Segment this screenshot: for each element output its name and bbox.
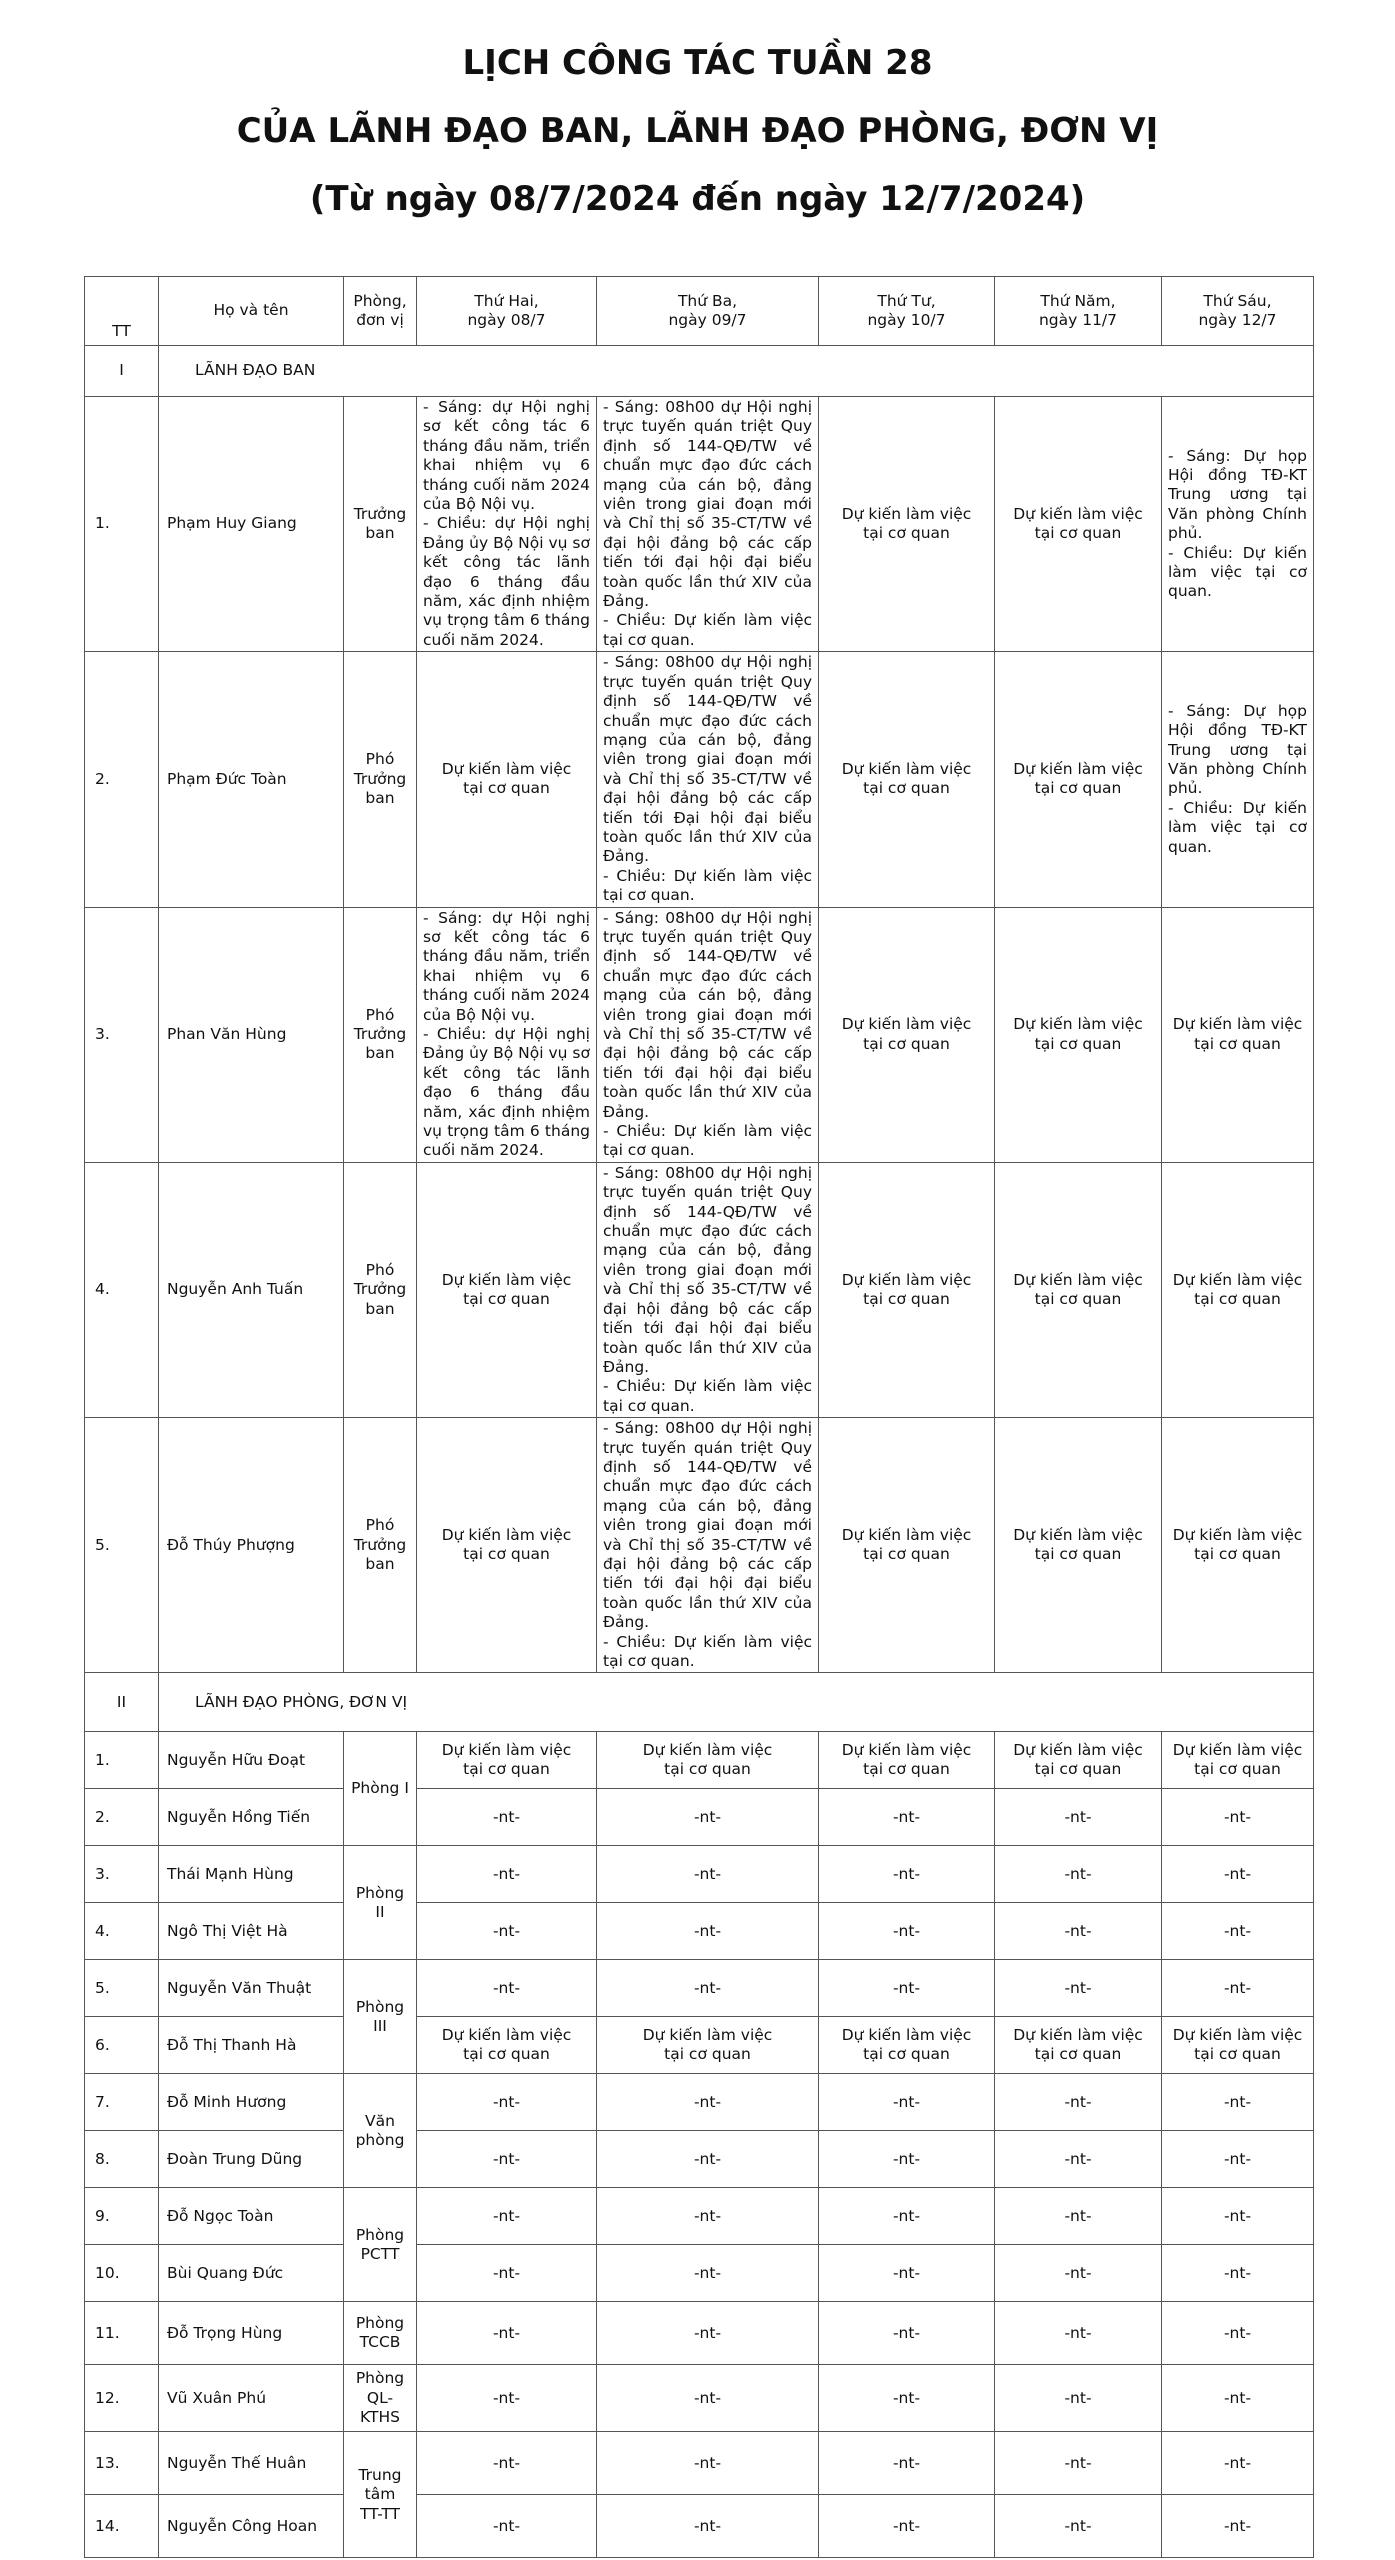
- schedule-thu: Dự kiến làm việc tại cơ quan: [995, 2017, 1162, 2074]
- schedule-tue: -nt-: [597, 1789, 819, 1846]
- schedule-thu: -nt-: [995, 1846, 1162, 1903]
- schedule-mon: -nt-: [417, 2245, 597, 2302]
- schedule-tue: -nt-: [597, 2074, 819, 2131]
- person-position: Phó Trưởng ban: [344, 1418, 417, 1673]
- table-row: [85, 1903, 1314, 1960]
- schedule-thu: Dự kiến làm việc tại cơ quan: [995, 397, 1162, 652]
- schedule-mon: -nt-: [417, 1960, 597, 2017]
- schedule-wed: -nt-: [819, 2131, 995, 2188]
- schedule-tue: - Sáng: 08h00 dự Hội nghị trực tuyến quán triệt Quy định số 144-QĐ/TW về chuẩn mực đạo đức cách mạng của cán bộ, đảng viên trong giai đoạn mới và Chỉ thị số 35-CT/TW về đại hội đảng bộ các cấp tiến tới Đại hội đại biểu toàn quốc lần thứ XIV của Đảng. - Chiều: Dự kiến làm việc tại cơ quan.: [597, 652, 819, 907]
- schedule-wed: Dự kiến làm việc tại cơ quan: [819, 1418, 995, 1673]
- header-wed: Thứ Tư, ngày 10/7: [819, 277, 995, 346]
- schedule-wed: -nt-: [819, 1789, 995, 1846]
- schedule-thu: -nt-: [995, 2131, 1162, 2188]
- row-number: 12.: [85, 2365, 159, 2432]
- section-label: LÃNH ĐẠO BAN: [159, 346, 1314, 397]
- person-name: Đỗ Trọng Hùng: [159, 2302, 344, 2365]
- row-number: 10.: [85, 2245, 159, 2302]
- table-row: [85, 1418, 1314, 1673]
- person-name: Đỗ Minh Hương: [159, 2074, 344, 2131]
- person-name: Nguyễn Anh Tuấn: [159, 1162, 344, 1417]
- schedule-wed: -nt-: [819, 2495, 995, 2558]
- schedule-fri: Dự kiến làm việc tại cơ quan: [1162, 1732, 1314, 1789]
- person-name: Đỗ Thúy Phượng: [159, 1418, 344, 1673]
- schedule-tue: - Sáng: 08h00 dự Hội nghị trực tuyến quán triệt Quy định số 144-QĐ/TW về chuẩn mực đạo đức cách mạng của cán bộ, đảng viên trong giai đoạn mới và Chỉ thị số 35-CT/TW về đại hội đảng bộ các cấp tiến tới đại hội đại biểu toàn quốc lần thứ XIV của Đảng. - Chiều: Dự kiến làm việc tại cơ quan.: [597, 397, 819, 652]
- row-number: 13.: [85, 2432, 159, 2495]
- header-thu: Thứ Năm, ngày 11/7: [995, 277, 1162, 346]
- header-name: Họ và tên: [159, 277, 344, 346]
- section-row: [85, 346, 1314, 397]
- schedule-tue: -nt-: [597, 1846, 819, 1903]
- schedule-wed: -nt-: [819, 2365, 995, 2432]
- row-number: 4.: [85, 1903, 159, 1960]
- schedule-fri: - Sáng: Dự họp Hội đồng TĐ-KT Trung ương tại Văn phòng Chính phủ. - Chiều: Dự kiến làm việc tại cơ quan.: [1162, 652, 1314, 907]
- schedule-wed: -nt-: [819, 2432, 995, 2495]
- row-number: 5.: [85, 1960, 159, 2017]
- person-name: Phạm Đức Toàn: [159, 652, 344, 907]
- person-position: Phó Trưởng ban: [344, 1162, 417, 1417]
- schedule-fri: Dự kiến làm việc tại cơ quan: [1162, 2017, 1314, 2074]
- row-number: 11.: [85, 2302, 159, 2365]
- title-line-3: (Từ ngày 08/7/2024 đến ngày 12/7/2024): [309, 179, 1086, 219]
- schedule-tue: -nt-: [597, 2432, 819, 2495]
- schedule-fri: -nt-: [1162, 2188, 1314, 2245]
- section-label: LÃNH ĐẠO PHÒNG, ĐƠN VỊ: [159, 1673, 1314, 1732]
- schedule-mon: Dự kiến làm việc tại cơ quan: [417, 2017, 597, 2074]
- schedule-thu: -nt-: [995, 2302, 1162, 2365]
- row-number: 1.: [85, 1732, 159, 1789]
- table-row: [85, 1960, 1314, 2017]
- header-dept: Phòng, đơn vị: [344, 277, 417, 346]
- person-name: Thái Mạnh Hùng: [159, 1846, 344, 1903]
- table-row: [85, 2188, 1314, 2245]
- schedule-tue: Dự kiến làm việc tại cơ quan: [597, 1732, 819, 1789]
- table-row: [85, 1162, 1314, 1417]
- schedule-fri: -nt-: [1162, 2432, 1314, 2495]
- table-row: [85, 2365, 1314, 2432]
- section-number: II: [85, 1673, 159, 1732]
- header-mon: Thứ Hai, ngày 08/7: [417, 277, 597, 346]
- schedule-thu: Dự kiến làm việc tại cơ quan: [995, 1418, 1162, 1673]
- header-tt: TT: [85, 277, 159, 346]
- schedule-wed: -nt-: [819, 2074, 995, 2131]
- schedule-fri: Dự kiến làm việc tại cơ quan: [1162, 907, 1314, 1162]
- schedule-tue: -nt-: [597, 2302, 819, 2365]
- row-number: 2.: [85, 1789, 159, 1846]
- schedule-tue: -nt-: [597, 2188, 819, 2245]
- table-row: [85, 2432, 1314, 2495]
- schedule-tue: -nt-: [597, 2245, 819, 2302]
- schedule-thu: -nt-: [995, 2432, 1162, 2495]
- schedule-fri: Dự kiến làm việc tại cơ quan: [1162, 1418, 1314, 1673]
- schedule-mon: -nt-: [417, 2131, 597, 2188]
- schedule-wed: Dự kiến làm việc tại cơ quan: [819, 907, 995, 1162]
- schedule-thu: -nt-: [995, 2365, 1162, 2432]
- row-number: 8.: [85, 2131, 159, 2188]
- row-number: 9.: [85, 2188, 159, 2245]
- schedule-mon: -nt-: [417, 2302, 597, 2365]
- row-number: 3.: [85, 1846, 159, 1903]
- schedule-mon: - Sáng: dự Hội nghị sơ kết công tác 6 tháng đầu năm, triển khai nhiệm vụ 6 tháng cuối năm 2024 của Bộ Nội vụ. - Chiều: dự Hội nghị Đảng ủy Bộ Nội vụ sơ kết công tác lãnh đạo 6 tháng đầu năm, xác định nhiệm vụ trọng tâm 6 tháng cuối năm 2024.: [417, 907, 597, 1162]
- header-row: [85, 277, 1314, 346]
- table-row: [85, 1789, 1314, 1846]
- schedule-mon: -nt-: [417, 1846, 597, 1903]
- unit-name: Phòng II: [344, 1846, 417, 1960]
- row-number: 6.: [85, 2017, 159, 2074]
- row-number: 1.: [85, 397, 159, 652]
- table-row: [85, 2074, 1314, 2131]
- schedule-fri: -nt-: [1162, 2495, 1314, 2558]
- schedule-fri: -nt-: [1162, 1846, 1314, 1903]
- schedule-tue: -nt-: [597, 2131, 819, 2188]
- table-row: [85, 2131, 1314, 2188]
- schedule-mon: -nt-: [417, 2365, 597, 2432]
- schedule-fri: -nt-: [1162, 1960, 1314, 2017]
- schedule-wed: Dự kiến làm việc tại cơ quan: [819, 1162, 995, 1417]
- schedule-fri: -nt-: [1162, 1903, 1314, 1960]
- schedule-thu: -nt-: [995, 2188, 1162, 2245]
- person-name: Bùi Quang Đức: [159, 2245, 344, 2302]
- schedule-wed: Dự kiến làm việc tại cơ quan: [819, 2017, 995, 2074]
- person-name: Nguyễn Hữu Đoạt: [159, 1732, 344, 1789]
- row-number: 7.: [85, 2074, 159, 2131]
- schedule-fri: -nt-: [1162, 2365, 1314, 2432]
- row-number: 4.: [85, 1162, 159, 1417]
- person-name: Phan Văn Hùng: [159, 907, 344, 1162]
- schedule-fri: Dự kiến làm việc tại cơ quan: [1162, 1162, 1314, 1417]
- person-name: Đỗ Thị Thanh Hà: [159, 2017, 344, 2074]
- schedule-thu: -nt-: [995, 2074, 1162, 2131]
- schedule-fri: -nt-: [1162, 2131, 1314, 2188]
- schedule-fri: -nt-: [1162, 2245, 1314, 2302]
- unit-name: Trung tâm TT-TT: [344, 2432, 417, 2558]
- schedule-thu: -nt-: [995, 1960, 1162, 2017]
- person-name: Nguyễn Hồng Tiến: [159, 1789, 344, 1846]
- table-row: [85, 1732, 1314, 1789]
- table-row: [85, 2302, 1314, 2365]
- schedule-wed: -nt-: [819, 2245, 995, 2302]
- schedule-tue: -nt-: [597, 1960, 819, 2017]
- table-row: [85, 1846, 1314, 1903]
- schedule-tue: -nt-: [597, 2495, 819, 2558]
- person-name: Nguyễn Văn Thuật: [159, 1960, 344, 2017]
- table-row: [85, 2495, 1314, 2558]
- table-row: [85, 652, 1314, 907]
- schedule-fri: -nt-: [1162, 1789, 1314, 1846]
- schedule-wed: -nt-: [819, 1846, 995, 1903]
- schedule-mon: -nt-: [417, 1903, 597, 1960]
- unit-name: Phòng QL- KTHS: [344, 2365, 417, 2432]
- person-position: Phó Trưởng ban: [344, 652, 417, 907]
- schedule-mon: -nt-: [417, 2432, 597, 2495]
- schedule-wed: Dự kiến làm việc tại cơ quan: [819, 397, 995, 652]
- schedule-mon: -nt-: [417, 2188, 597, 2245]
- person-name: Phạm Huy Giang: [159, 397, 344, 652]
- section-row: [85, 1673, 1314, 1732]
- person-position: Phó Trưởng ban: [344, 907, 417, 1162]
- table-row: [85, 907, 1314, 1162]
- section-number: I: [85, 346, 159, 397]
- schedule-fri: -nt-: [1162, 2302, 1314, 2365]
- schedule-thu: -nt-: [995, 2495, 1162, 2558]
- schedule-mon: -nt-: [417, 1789, 597, 1846]
- schedule-mon: - Sáng: dự Hội nghị sơ kết công tác 6 tháng đầu năm, triển khai nhiệm vụ 6 tháng cuối năm 2024 của Bộ Nội vụ. - Chiều: dự Hội nghị Đảng ủy Bộ Nội vụ sơ kết công tác lãnh đạo 6 tháng đầu năm, xác định nhiệm vụ trọng tâm 6 tháng cuối năm 2024.: [417, 397, 597, 652]
- schedule-mon: Dự kiến làm việc tại cơ quan: [417, 1162, 597, 1417]
- schedule-tue: -nt-: [597, 1903, 819, 1960]
- schedule-thu: Dự kiến làm việc tại cơ quan: [995, 1162, 1162, 1417]
- schedule-mon: Dự kiến làm việc tại cơ quan: [417, 1732, 597, 1789]
- schedule-tue: - Sáng: 08h00 dự Hội nghị trực tuyến quán triệt Quy định số 144-QĐ/TW về chuẩn mực đạo đức cách mạng của cán bộ, đảng viên trong giai đoạn mới và Chỉ thị số 35-CT/TW về đại hội đảng bộ các cấp tiến tới đại hội đại biểu toàn quốc lần thứ XIV của Đảng. - Chiều: Dự kiến làm việc tại cơ quan.: [597, 1162, 819, 1417]
- person-position: Trưởng ban: [344, 397, 417, 652]
- header-tue: Thứ Ba, ngày 09/7: [597, 277, 819, 346]
- person-name: Vũ Xuân Phú: [159, 2365, 344, 2432]
- schedule-tue: - Sáng: 08h00 dự Hội nghị trực tuyến quán triệt Quy định số 144-QĐ/TW về chuẩn mực đạo đức cách mạng của cán bộ, đảng viên trong giai đoạn mới và Chỉ thị số 35-CT/TW về đại hội đảng bộ các cấp tiến tới đại hội đại biểu toàn quốc lần thứ XIV của Đảng. - Chiều: Dự kiến làm việc tại cơ quan.: [597, 1418, 819, 1673]
- schedule-tue: - Sáng: 08h00 dự Hội nghị trực tuyến quán triệt Quy định số 144-QĐ/TW về chuẩn mực đạo đức cách mạng của cán bộ, đảng viên trong giai đoạn mới và Chỉ thị số 35-CT/TW về đại hội đảng bộ các cấp tiến tới đại hội đại biểu toàn quốc lần thứ XIV của Đảng. - Chiều: Dự kiến làm việc tại cơ quan.: [597, 907, 819, 1162]
- table-row: [85, 2245, 1314, 2302]
- row-number: 3.: [85, 907, 159, 1162]
- schedule-mon: Dự kiến làm việc tại cơ quan: [417, 1418, 597, 1673]
- schedule-thu: Dự kiến làm việc tại cơ quan: [995, 1732, 1162, 1789]
- schedule-mon: -nt-: [417, 2074, 597, 2131]
- person-name: Ngô Thị Việt Hà: [159, 1903, 344, 1960]
- schedule-tue: -nt-: [597, 2365, 819, 2432]
- unit-name: Phòng III: [344, 1960, 417, 2074]
- schedule-thu: -nt-: [995, 1789, 1162, 1846]
- schedule-wed: -nt-: [819, 2188, 995, 2245]
- schedule-fri: -nt-: [1162, 2074, 1314, 2131]
- schedule-wed: Dự kiến làm việc tại cơ quan: [819, 1732, 995, 1789]
- table-row: [85, 397, 1314, 652]
- schedule-fri: - Sáng: Dự họp Hội đồng TĐ-KT Trung ương tại Văn phòng Chính phủ. - Chiều: Dự kiến làm việc tại cơ quan.: [1162, 397, 1314, 652]
- unit-name: Phòng I: [344, 1732, 417, 1846]
- schedule-mon: -nt-: [417, 2495, 597, 2558]
- title-line-2: CỦA LÃNH ĐẠO BAN, LÃNH ĐẠO PHÒNG, ĐƠN VỊ: [236, 111, 1159, 151]
- person-name: Nguyễn Thế Huân: [159, 2432, 344, 2495]
- person-name: Nguyễn Công Hoan: [159, 2495, 344, 2558]
- schedule-wed: -nt-: [819, 1960, 995, 2017]
- schedule-tue: Dự kiến làm việc tại cơ quan: [597, 2017, 819, 2074]
- person-name: Đỗ Ngọc Toàn: [159, 2188, 344, 2245]
- title-line-1: LỊCH CÔNG TÁC TUẦN 28: [462, 43, 933, 83]
- unit-name: Phòng PCTT: [344, 2188, 417, 2302]
- row-number: 5.: [85, 1418, 159, 1673]
- schedule-thu: -nt-: [995, 1903, 1162, 1960]
- schedule-thu: Dự kiến làm việc tại cơ quan: [995, 907, 1162, 1162]
- header-fri: Thứ Sáu, ngày 12/7: [1162, 277, 1314, 346]
- schedule-thu: Dự kiến làm việc tại cơ quan: [995, 652, 1162, 907]
- unit-name: Văn phòng: [344, 2074, 417, 2188]
- schedule-table: [84, 276, 1314, 2558]
- schedule-mon: Dự kiến làm việc tại cơ quan: [417, 652, 597, 907]
- document-title: [0, 40, 1395, 222]
- unit-name: Phòng TCCB: [344, 2302, 417, 2365]
- row-number: 14.: [85, 2495, 159, 2558]
- schedule-thu: -nt-: [995, 2245, 1162, 2302]
- table-row: [85, 2017, 1314, 2074]
- schedule-wed: -nt-: [819, 1903, 995, 1960]
- person-name: Đoàn Trung Dũng: [159, 2131, 344, 2188]
- schedule-wed: Dự kiến làm việc tại cơ quan: [819, 652, 995, 907]
- row-number: 2.: [85, 652, 159, 907]
- schedule-wed: -nt-: [819, 2302, 995, 2365]
